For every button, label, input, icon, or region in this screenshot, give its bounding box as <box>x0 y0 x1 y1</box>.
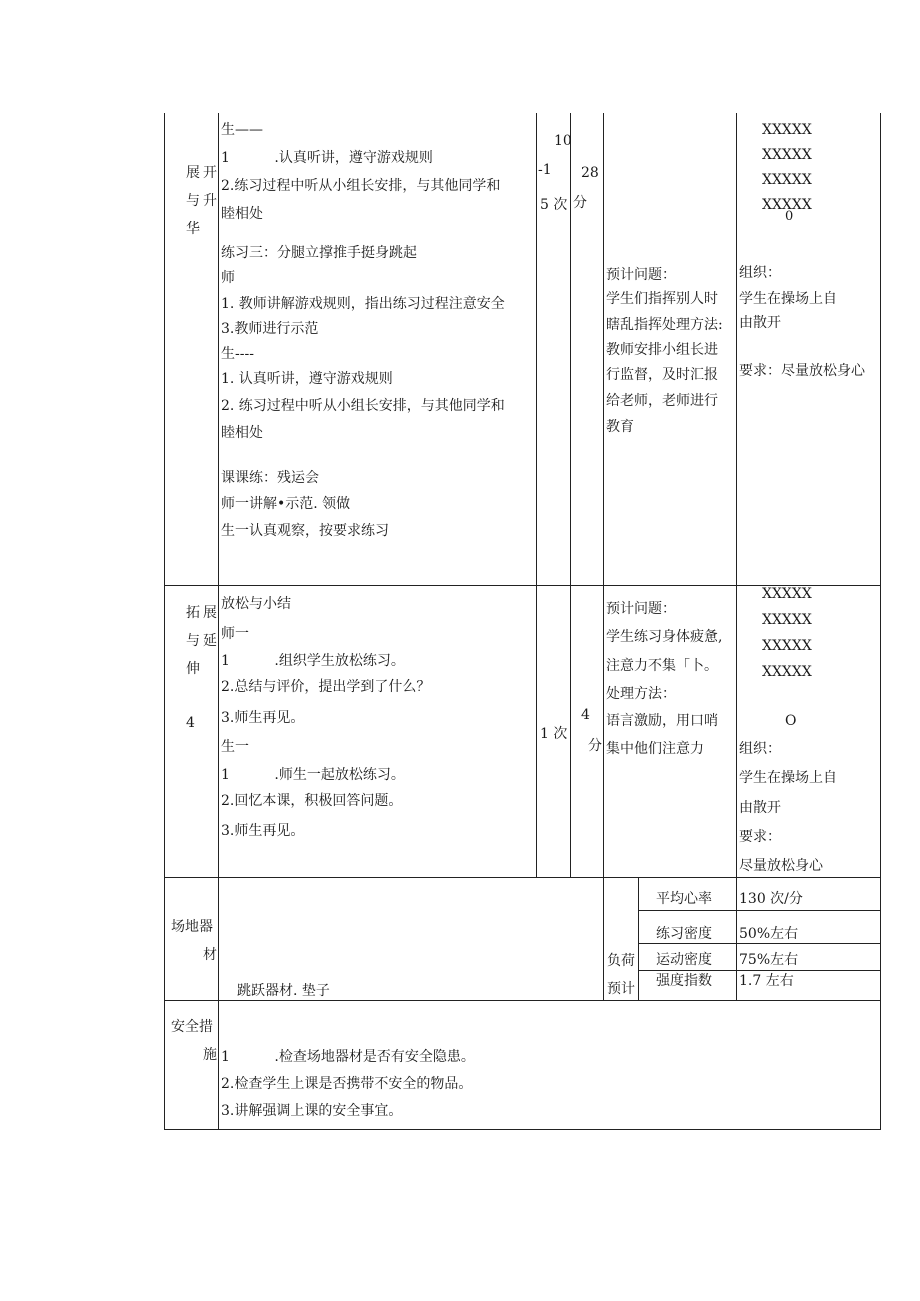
content-line: 3.师生再见。 <box>221 823 305 839</box>
label-line: 安全措 <box>171 1019 213 1035</box>
org-line: 组织： <box>739 741 781 757</box>
content-line: 师 <box>221 270 235 286</box>
problem-line: 学生们指挥别人时 <box>606 291 718 307</box>
safety-item: 2.检查学生上课是否携带不安全的物品。 <box>221 1076 473 1092</box>
problem-line: 预计问题： <box>606 267 676 283</box>
grid-line <box>638 943 881 944</box>
times-text: -1 <box>538 162 552 178</box>
formation-row: XXXXX <box>762 197 812 213</box>
formation-mark: O <box>785 713 797 729</box>
org-line: 学生在操场上自 <box>739 291 837 307</box>
problem-line: 瞎乱指挥处理方法: <box>606 317 723 333</box>
problem-line: 给老师，老师进行 <box>606 393 718 409</box>
title-char: 展 <box>203 605 217 621</box>
content-line: 3.师生再见。 <box>221 710 305 726</box>
formation-mark: 0 <box>785 209 794 224</box>
label-line: 预计 <box>607 981 635 997</box>
grid-line <box>164 877 881 878</box>
problem-line: 集中他们注意力 <box>606 741 704 757</box>
load-row-value: 50%左右 <box>739 926 799 942</box>
times-text: 10 <box>554 133 572 149</box>
formation-row: XXXXX <box>762 638 812 654</box>
content-line: 生一 <box>221 739 249 755</box>
problem-line: 行监督，及时汇报 <box>606 367 718 383</box>
title-char: 开 <box>203 165 217 181</box>
grid-line <box>570 113 571 877</box>
load-row-label: 练习密度 <box>656 926 712 942</box>
grid-line <box>603 113 604 1000</box>
safety-item: 1 .检查场地器材是否有安全隐患。 <box>221 1049 475 1065</box>
content-line: 生一认真观察，按要求练习 <box>221 523 389 539</box>
grid-line <box>164 1000 881 1001</box>
org-line: 要求： <box>739 829 781 845</box>
content-line: 放松与小结 <box>221 596 291 612</box>
grid-line <box>164 1129 881 1130</box>
problem-line: 教师安排小组长进 <box>606 342 718 358</box>
times-text: 5 次 <box>540 197 568 213</box>
title-char: 展 <box>186 165 200 181</box>
title-char: 延 <box>203 633 217 649</box>
label-line: 负荷 <box>607 953 635 969</box>
content-line: 1 .组织学生放松练习。 <box>221 653 405 669</box>
title-char: 4 <box>186 715 195 731</box>
formation-row: XXXXX <box>762 147 812 163</box>
title-char: 与 <box>186 633 200 649</box>
content-line: 1. 认真听讲，遵守游戏规则 <box>221 371 393 387</box>
content-line: 2.练习过程中听从小组长安排，与其他同学和 <box>221 178 501 194</box>
content-line: 1. 教师讲解游戏规则，指出练习过程注意安全 <box>221 296 505 312</box>
content-line: 生—— <box>221 122 263 138</box>
grid-line <box>638 970 881 971</box>
formation-row: XXXXX <box>762 612 812 628</box>
grid-line <box>536 113 537 877</box>
grid-line <box>638 910 881 911</box>
formation-row: XXXXX <box>762 664 812 680</box>
load-row-label: 平均心率 <box>656 891 712 907</box>
problem-line: 注意力不集「卜。 <box>606 658 718 674</box>
duration-text: 分 <box>588 738 602 754</box>
grid-line <box>736 113 737 1000</box>
content-line: 课课练：残运会 <box>221 470 319 486</box>
load-row-value: 130 次/分 <box>739 891 803 907</box>
title-char: 伸 <box>186 661 200 677</box>
title-char: 华 <box>186 221 200 237</box>
section-2-times: 1 次 <box>540 726 568 742</box>
content-line: 师一讲解•示范. 领做 <box>221 496 351 512</box>
duration-text: 分 <box>573 195 587 211</box>
org-line: 由散开 <box>739 800 781 816</box>
label-line: 施 <box>203 1047 217 1063</box>
problem-line: 学生练习身体疲惫, <box>606 629 723 645</box>
org-line: 尽量放松身心 <box>739 858 823 874</box>
org-line: 要求：尽量放松身心 <box>739 363 865 379</box>
grid-line <box>164 113 165 1130</box>
content-line: 练习三：分腿立撑推手挺身跳起 <box>221 245 417 261</box>
grid-line <box>638 877 639 1000</box>
content-line: 1 .师生一起放松练习。 <box>221 767 405 783</box>
org-line: 组织： <box>739 265 781 281</box>
grid-line <box>880 113 881 1130</box>
title-char: 拓 <box>186 605 200 621</box>
org-line: 学生在操场上自 <box>739 770 837 786</box>
problem-line: 教育 <box>606 419 634 435</box>
load-row-label: 强度指数 <box>656 973 712 989</box>
duration-text: 4 <box>581 707 590 723</box>
content-line: 3.教师进行示范 <box>221 321 319 337</box>
content-line: 生---- <box>221 346 254 362</box>
org-line: 由散开 <box>739 315 781 331</box>
content-line: 2.回忆本课，积极回答问题。 <box>221 793 403 809</box>
load-row-label: 运动密度 <box>656 952 712 968</box>
load-row-value: 75%左右 <box>739 952 799 968</box>
content-line: 1 .认真听讲，遵守游戏规则 <box>221 150 433 166</box>
equipment-value: 跳跃器材. 垫子 <box>237 983 330 999</box>
title-char: 升 <box>203 193 217 209</box>
safety-item: 3.讲解强调上课的安全事宜。 <box>221 1103 403 1119</box>
grid-line <box>218 113 219 1130</box>
formation-row: XXXXX <box>762 122 812 138</box>
title-char: 与 <box>186 193 200 209</box>
content-line: 2.总结与评价，提出学到了什么？ <box>221 679 431 695</box>
load-row-value: 1.7 左右 <box>739 973 794 989</box>
problem-line: 处理方法： <box>606 686 676 702</box>
content-line: 师一 <box>221 626 249 642</box>
label-line: 场地器 <box>171 919 213 935</box>
problem-line: 语言激励，用口哨 <box>606 713 718 729</box>
label-line: 材 <box>203 947 217 963</box>
formation-row: XXXXX <box>762 172 812 188</box>
content-line: 睦相处 <box>221 425 263 441</box>
content-line: 睦相处 <box>221 206 263 222</box>
duration-text: 28 <box>581 165 599 181</box>
content-line: 2. 练习过程中听从小组长安排，与其他同学和 <box>221 398 505 414</box>
problem-line: 预计问题： <box>606 601 676 617</box>
formation-row: XXXXX <box>762 586 812 602</box>
